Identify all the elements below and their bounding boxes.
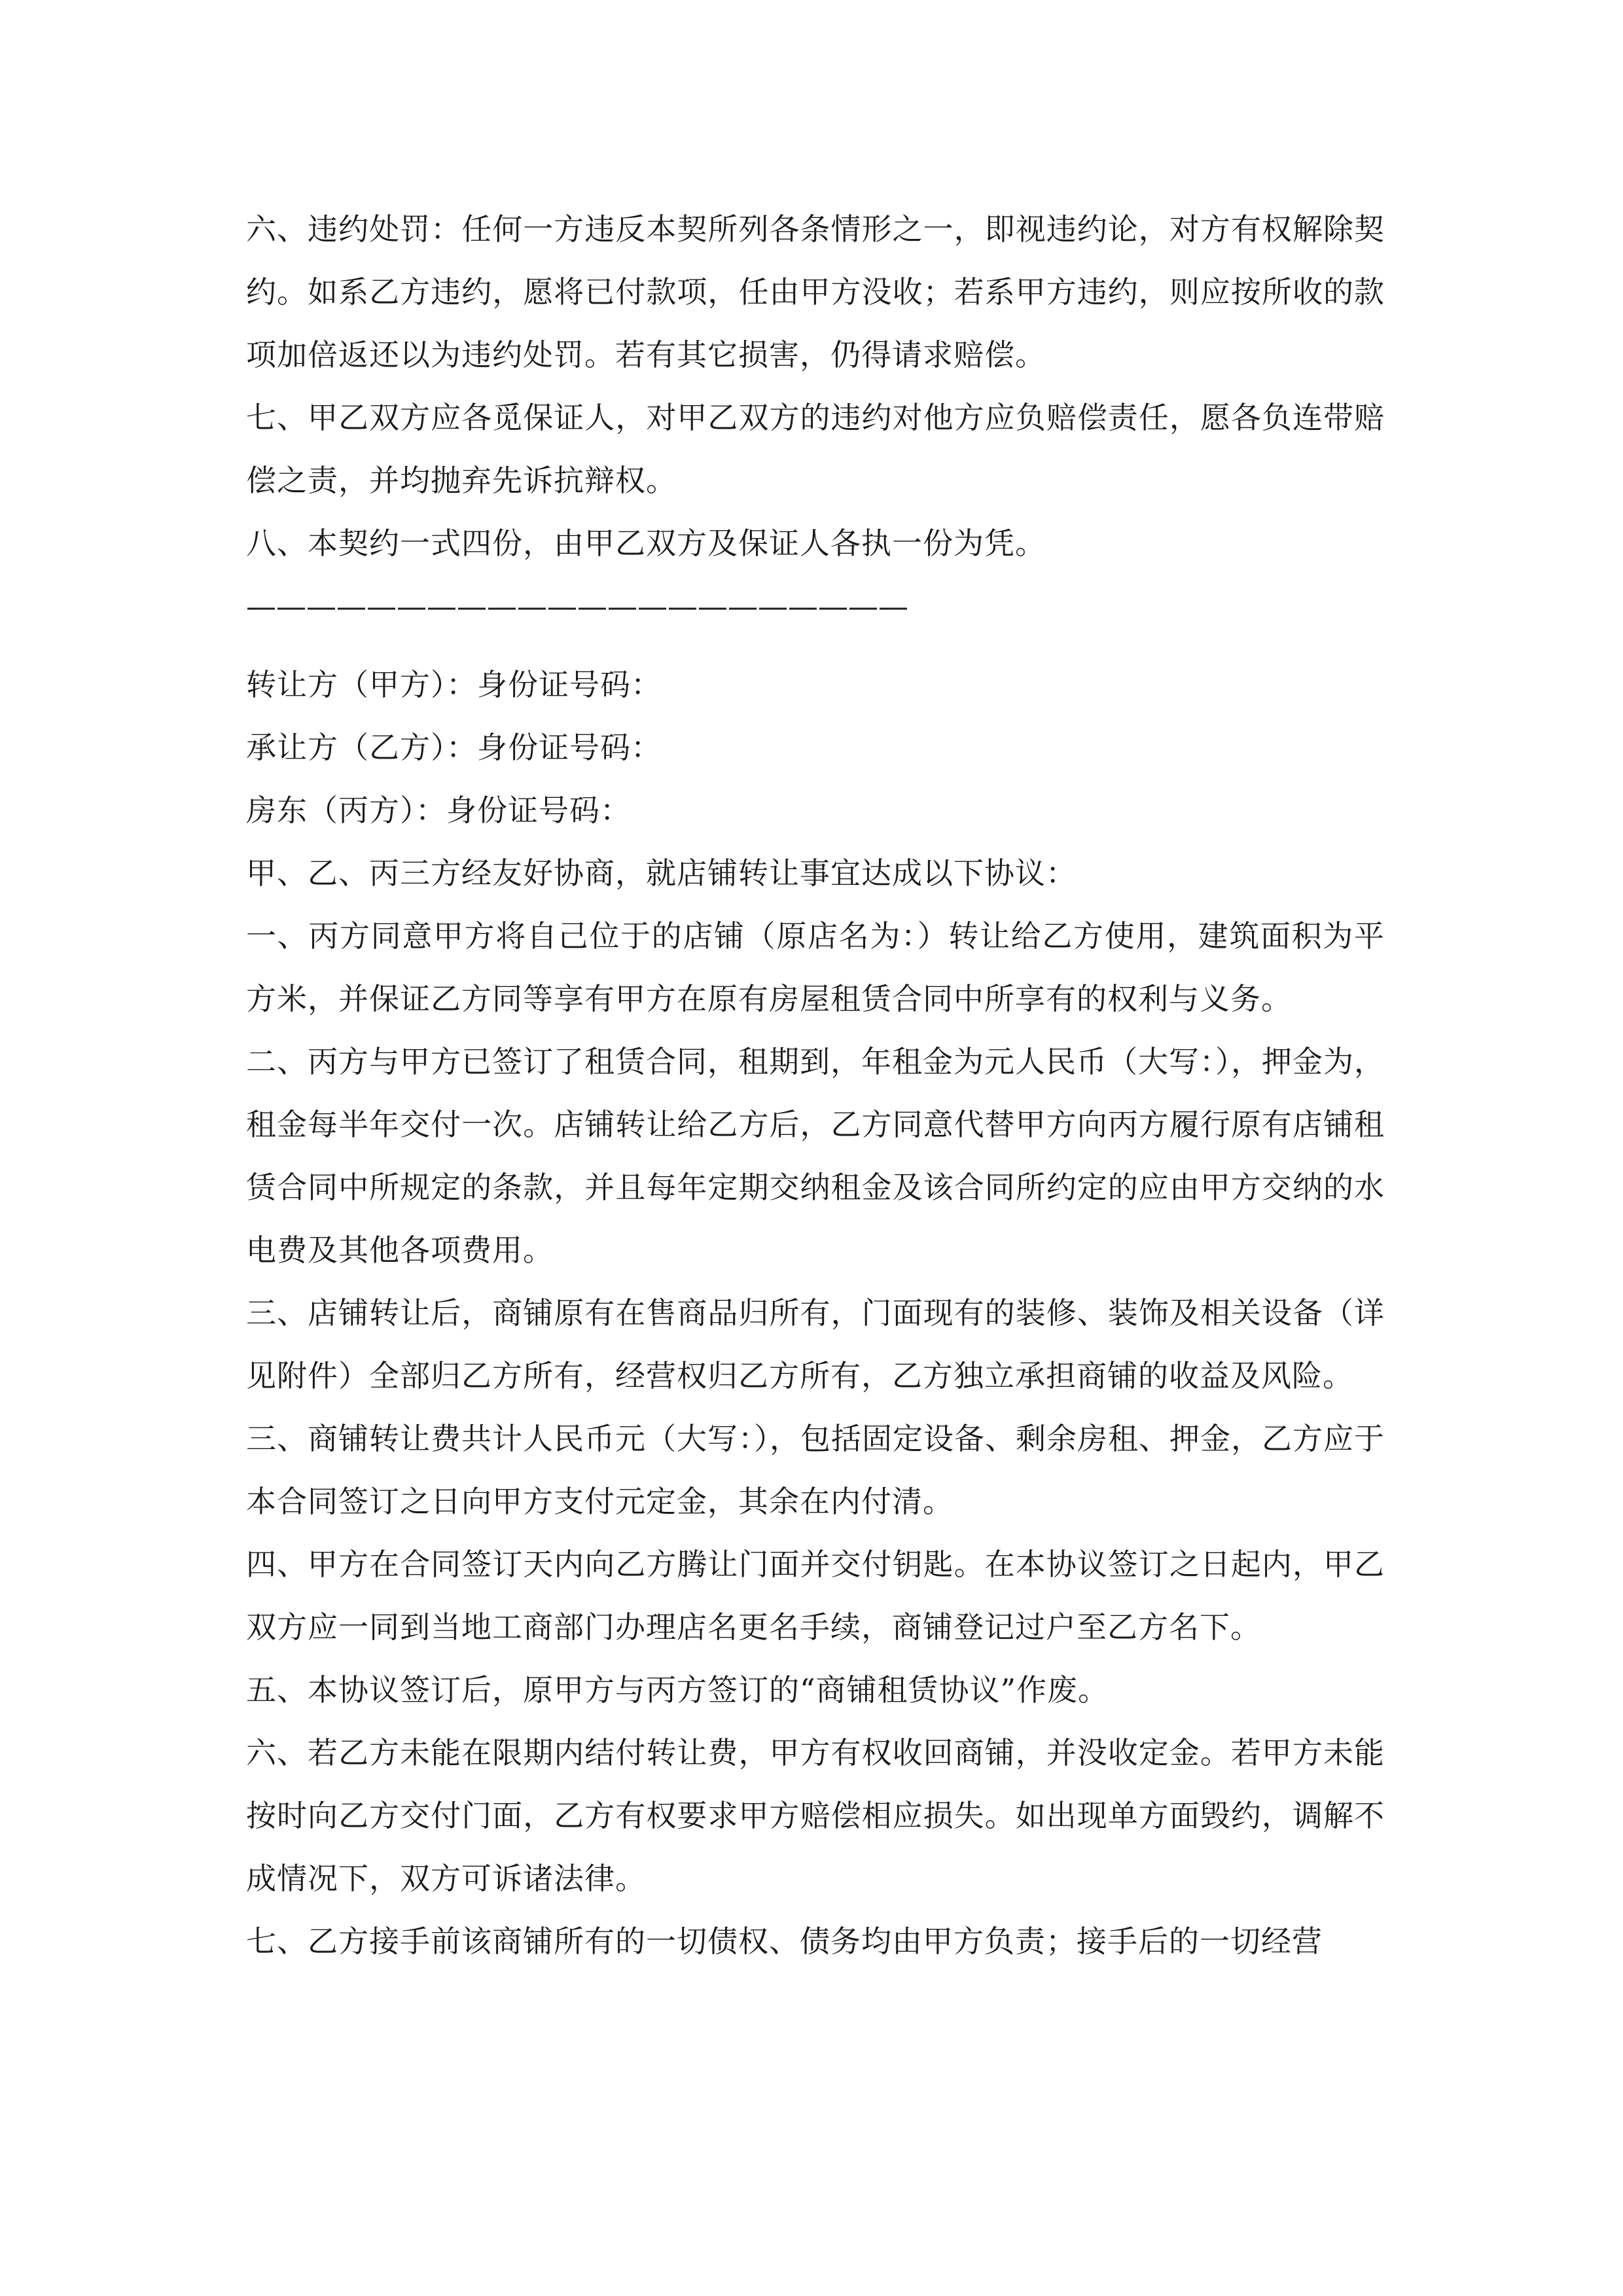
clause-two-lease: 二、丙方与甲方已签订了租赁合同，租期到，年租金为元人民币（大写：），押金为，租金每半年交付一次。店铺转让给乙方后，乙方同意代替甲方向丙方履行原有店铺租赁合同中所规定的条款，并且每年定期交纳租金及该合同所约定的应由甲方交纳的水电费及其他各项费用。 (246, 1044, 1385, 1268)
clause-four-handover: 四、甲方在合同签订天内向乙方腾让门面并交付钥匙。在本协议签订之日起内，甲乙双方应一同到当地工商部门办理店名更名手续，商铺登记过户至乙方名下。 (246, 1547, 1385, 1645)
clause-five-void-lease: 五、本协议签订后，原甲方与丙方签订的“商铺租赁协议”作废。 (246, 1672, 1109, 1708)
clause-seven-debts: 七、乙方接手前该商铺所有的一切债权、债务均由甲方负责；接手后的一切经营 (246, 1924, 1323, 1959)
clause-three-transfer-fee: 三、商铺转让费共计人民币元（大写：），包括固定设备、剩余房租、押金，乙方应于本合同签订之日向甲方支付元定金，其余在内付清。 (246, 1421, 1385, 1519)
clause-one-transfer: 一、丙方同意甲方将自己位于的店铺（原店名为：）转让给乙方使用，建筑面积为平方米，并保证乙方同等享有甲方在原有房屋租赁合同中所享有的权利与义务。 (246, 918, 1385, 1016)
clause-eight-copies: 八、本契约一式四份，由甲乙双方及保证人各执一份为凭。 (246, 526, 1046, 561)
party-transferee: 承让方（乙方）：身份证号码： (246, 730, 662, 765)
party-transferor: 转让方（甲方）：身份证号码： (246, 667, 662, 702)
agreement-intro: 甲、乙、丙三方经友好协商，就店铺转让事宜达成以下协议： (246, 855, 1077, 891)
document-body (246, 198, 1385, 1973)
section-separator: —————————————————————— (246, 588, 908, 624)
party-landlord: 房东（丙方）：身份证号码： (246, 793, 631, 828)
clause-six-breach-penalty: 六、违约处罚：任何一方违反本契所列各条情形之一，即视违约论，对方有权解除契约。如系乙方违约，愿将已付款项，任由甲方没收；若系甲方违约，则应按所收的款项加倍返还以为违约处罚。若有其它损害，仍得请求赔偿。 (246, 211, 1385, 372)
separator-gap (246, 637, 1385, 653)
clause-seven-guarantors: 七、甲乙双方应各觅保证人，对甲乙双方的违约对他方应负赔偿责任，愿各负连带赔偿之责，并均抛弃先诉抗辩权。 (246, 400, 1385, 498)
clause-three-ownership: 三、店铺转让后，商铺原有在售商品归所有，门面现有的装修、装饰及相关设备（详见附件）全部归乙方所有，经营权归乙方所有，乙方独立承担商铺的收益及风险。 (246, 1295, 1385, 1393)
clause-six-default: 六、若乙方未能在限期内结付转让费，甲方有权收回商铺，并没收定金。若甲方未能按时向乙方交付门面，乙方有权要求甲方赔偿相应损失。如出现单方面毁约，调解不成情况下，双方可诉诸法律。 (246, 1735, 1385, 1896)
